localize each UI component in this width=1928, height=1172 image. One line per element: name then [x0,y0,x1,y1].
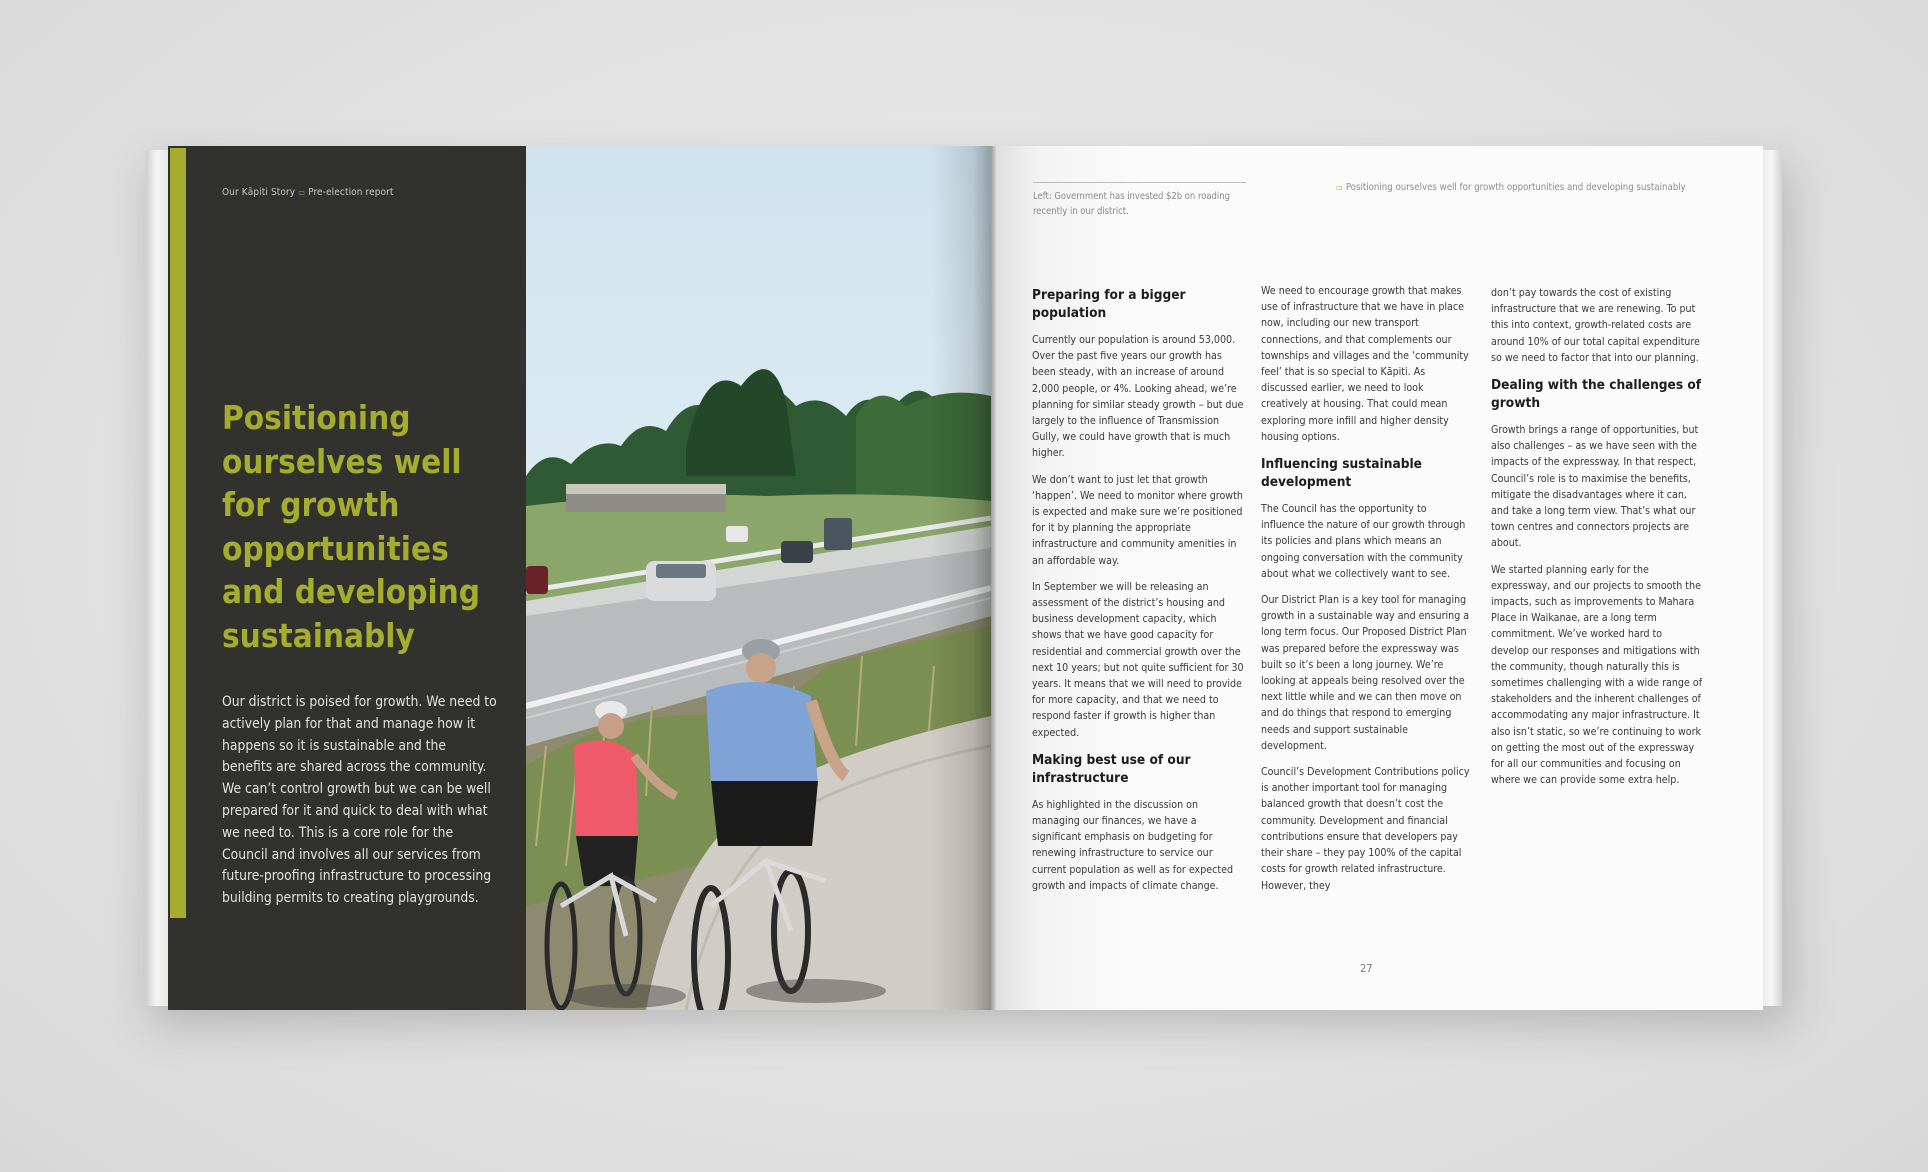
body-paragraph: We don’t want to just let that growth ‘happen’. We need to monitor where growth is expected and make sure we’re positioned for it by planning the appropriate infrastructure and community amenities in an affordable way. [1032,473,1243,567]
separator-icon: ▭ [298,188,306,197]
separator-icon: ▭ [1336,183,1343,192]
body-paragraph: Currently our population is around 53,000. Over the past five years our growth has been steady, with an increase of around 2,000 people, or 4%. Looking ahead, we’re planning for similar steady growth – but due largely to the influence of Transmission Gully, we could have growth that is much higher. [1032,334,1244,460]
body-paragraph: Our District Plan is a key tool for managing growth in a sustainable way and ensuring a long term focus. Our Proposed District Plan was prepared before the expressway was built so it’s been a long journey. We’re looking at appeals being resolved over the next little while and we can then move on and do things that respond to emerging needs and support sustainable development. [1261,594,1470,752]
hero-title-line: ourselves well [222,441,462,481]
body-paragraph: The Council has the opportunity to influence the nature of our growth through its policies and plans which means an ongoing conversation with the community about what we collectively want to see. [1261,503,1466,580]
body-paragraph: Growth brings a range of opportunities, but also challenges – as we have seen with the impacts of the expressway. In that respect, Council’s role is to maximise the benefits, mitigate the disadvantages where it can, and take a long term view. That’s what our town centres and connectors projects are about. [1491,424,1699,550]
hero-title-line: Positioning [222,398,411,437]
body-paragraph: In September we will be releasing an assessment of the district’s housing and business development capacity, which shows that we have good capacity for residential and commercial growth over the next 10 years; but not quite sufficient for 30 years. It means that we will need to provide for more capacity, and that we need to respond faster if growth is higher than expected. [1032,580,1244,739]
section-heading: Influencing sustainable development [1261,456,1422,491]
hero-title-line: for growth [222,485,400,525]
section-heading: Preparing for a bigger population [1032,287,1186,321]
page-number: 27 [1360,962,1373,975]
hero-title-line: opportunities [222,528,449,568]
left-running-head [222,187,394,198]
text-column-1 [1032,286,1244,904]
text-column-3 [1491,285,1703,798]
body-paragraph: Council’s Development Contributions policy is another important tool for managing balanced growth that doesn’t cost the community. Development and financial contributions ensure that developers pay their share – they pay 100% of the capital costs for growth related infrastructure. However, they [1261,766,1470,892]
body-paragraph: As highlighted in the discussion on managing our finances, we have a significant emphasis on budgeting for renewing infrastructure to service our current population as well as for expected growth and impacts of climate change. [1032,798,1234,892]
section-heading: Dealing with the challenges of growth [1491,377,1702,412]
hero-title-line: and developing [222,572,481,612]
caption-rule [1033,182,1246,183]
intro-paragraph: Our district is poised for growth. We need to actively plan for that and manage how it happens so it is sustainable and the benefits are shared across the community. We can’t control growth but we can be well prepared for it and quick to deal with what we need to. This is a core role for the Council and involves all our services from future-proofing infrastructure to processing building permits to creating playgrounds. [222,694,497,907]
body-paragraph: We need to encourage growth that makes use of infrastructure that we have in place now, including our new transport connections, and that complements our townships and villages and the ‘community feel’ that is so special to Kāpiti. As discussed earlier, we need to look creatively at housing. That could mean exploring more infill and higher density housing options. [1261,285,1469,443]
body-paragraph: We started planning early for the expressway, and our projects to smooth the impacts, such as improvements to Mahara Place in Waikanae, are a long term commitment. We’ve worked hard to develop our responses and mitigations with the community, though naturally this is sometimes challenging with a wide range of stakeholders and the inherent challenges of accommodating any major infrastructure. It also isn’t static, so we’re continuing to work on getting the most out of the expressway for all our communities and focusing on where we can provide some extra help. [1491,563,1703,787]
spine-gutter-shadow [930,146,996,1010]
photo-caption: Left: Government has invested $2b on roading recently in our district. [1033,191,1230,217]
right-running-head-text: Positioning ourselves well for growth opportunities and developing sustainably [1345,182,1686,193]
body-paragraph: don’t pay towards the cost of existing infrastructure that we are renewing. To put this into context, growth-related costs are around 10% of our total capital expenditure so we need to factor that into our planning. [1491,287,1700,364]
cyclists-photo [526,146,991,1010]
accent-bar [170,148,186,918]
text-column-2 [1261,283,1473,904]
photo-illustration [526,146,991,1010]
section-heading: Making best use of our infrastructure [1032,751,1191,786]
hero-title-line: sustainably [222,615,415,655]
running-head-title: Our Kāpiti Story [222,187,296,198]
running-head-section: Pre-election report [308,187,394,198]
hero-title [222,396,522,658]
right-running-head [1336,182,1706,193]
